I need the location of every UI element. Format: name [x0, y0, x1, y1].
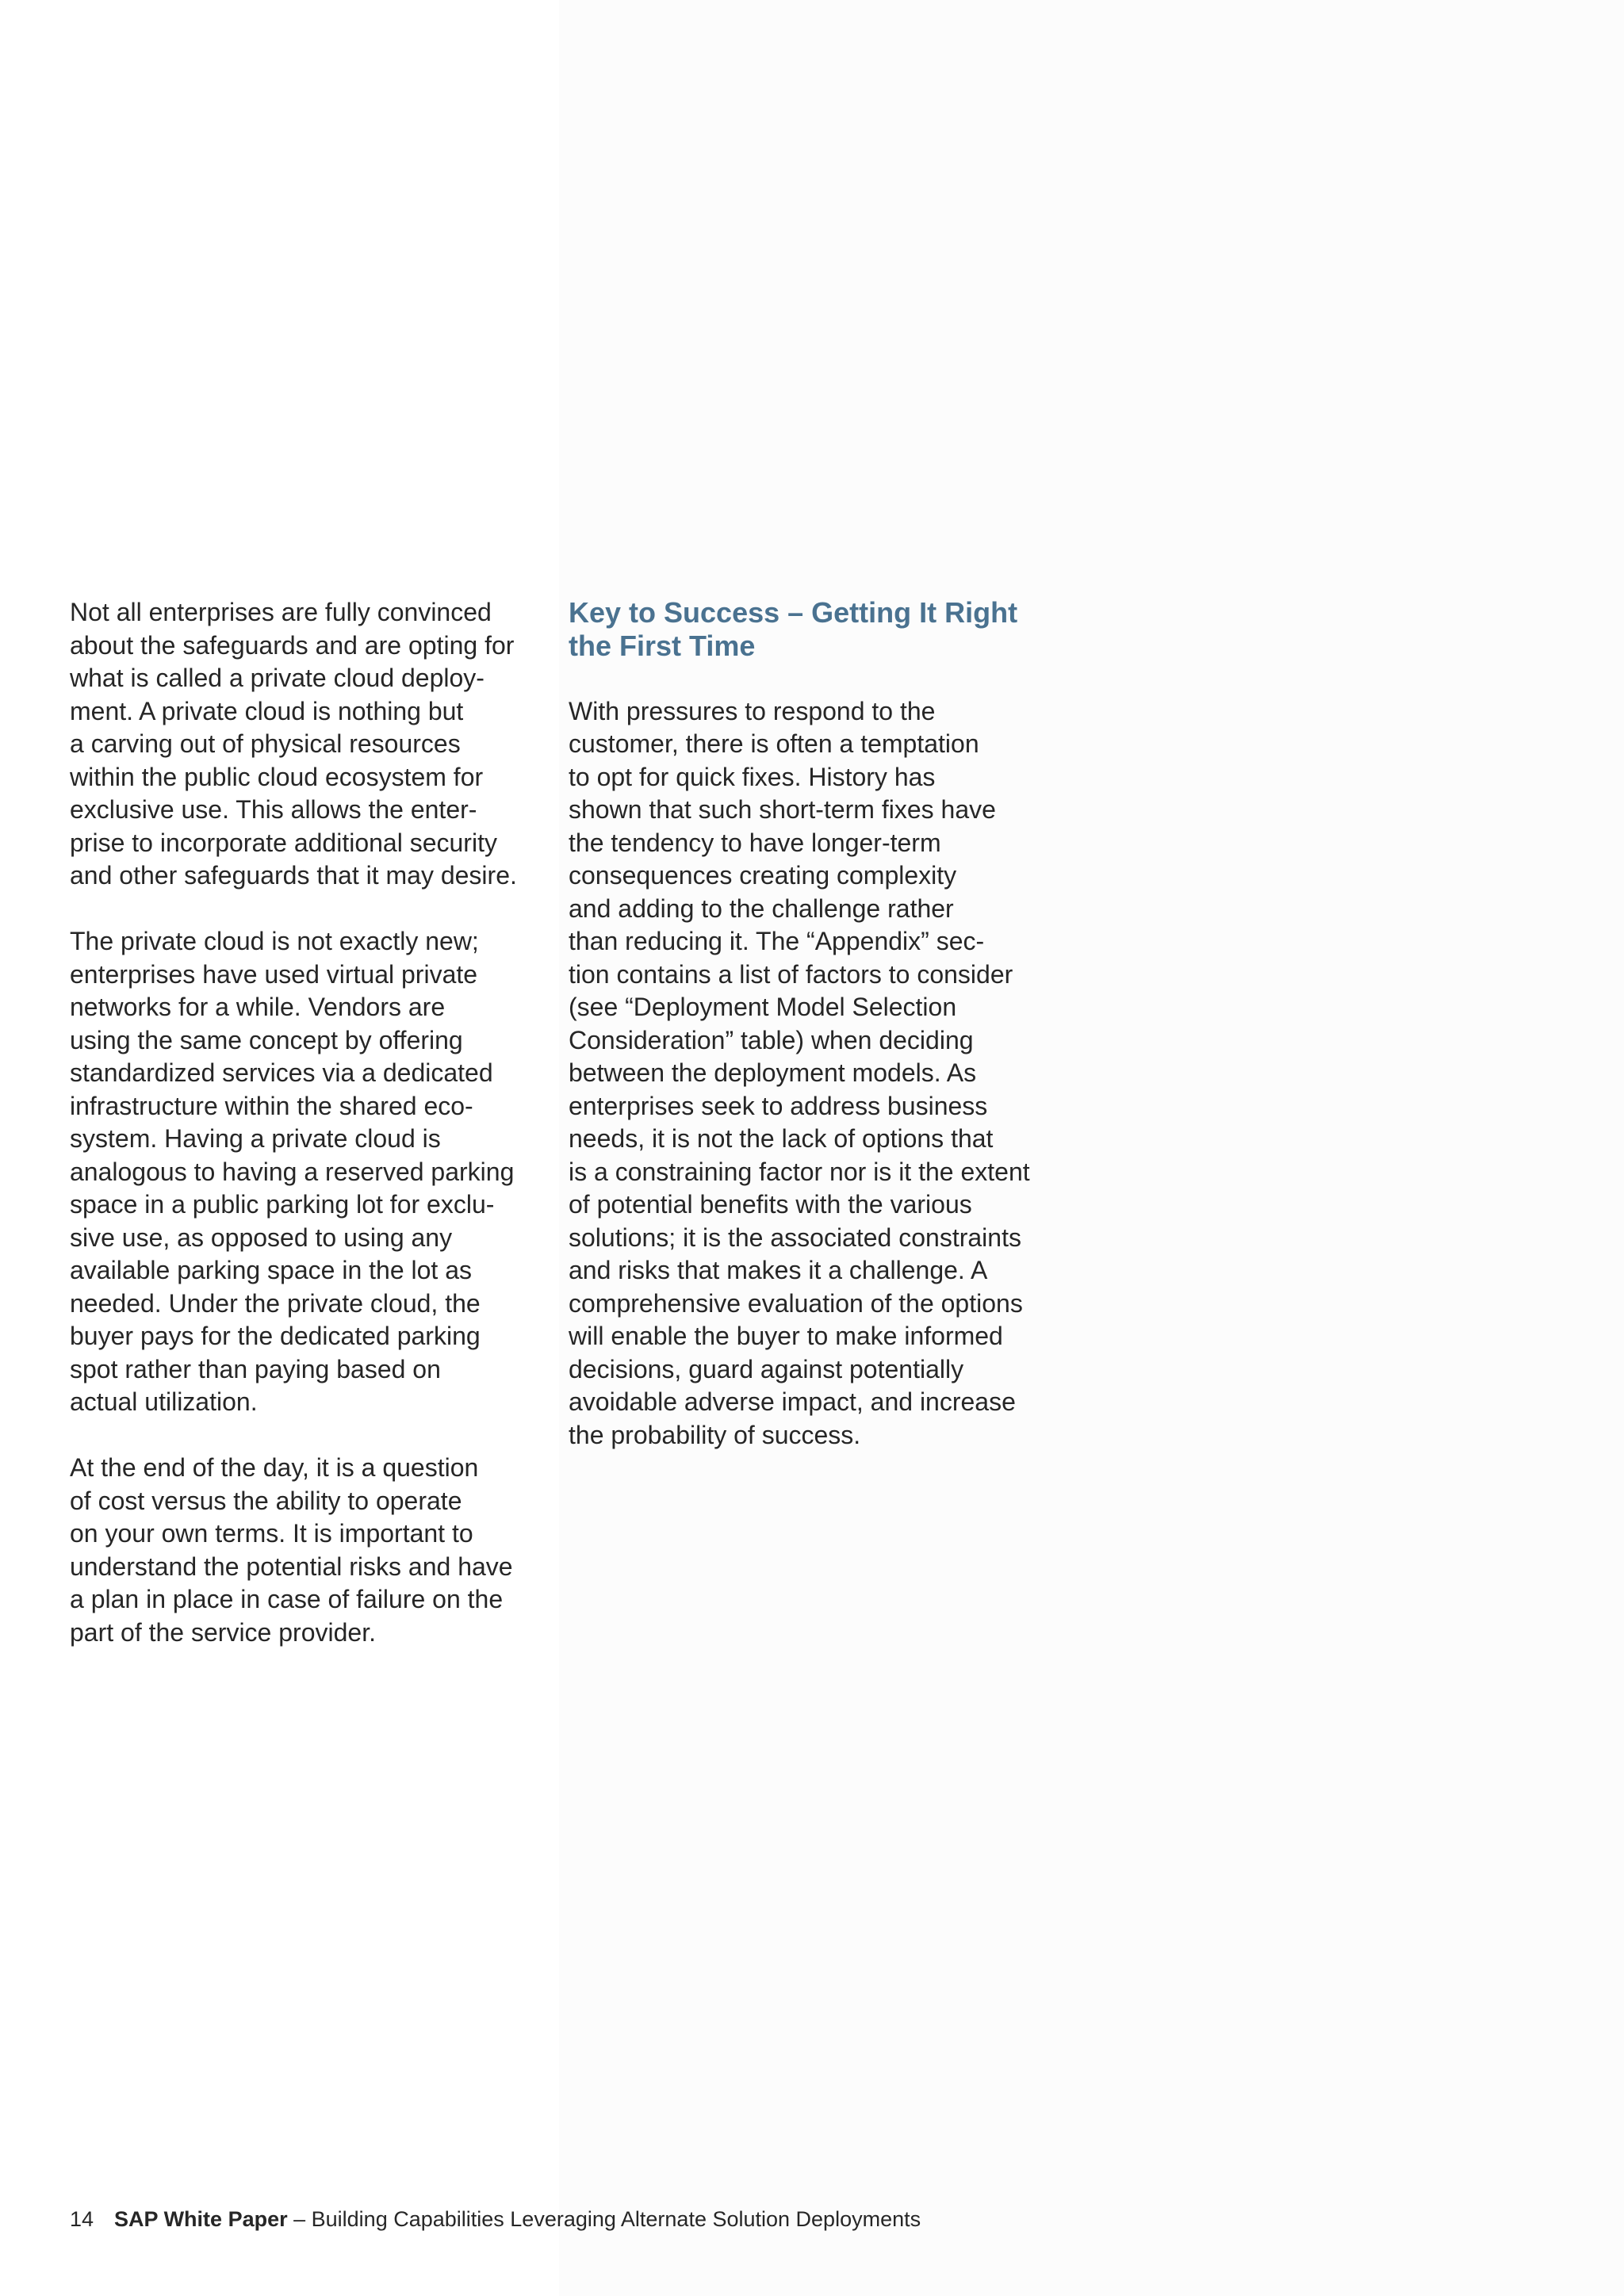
section-heading-key-to-success [569, 596, 1044, 662]
text-line: customer, there is often a temptation [569, 729, 979, 758]
text-line: With pressures to respond to the [569, 696, 936, 725]
text-line: the tendency to have longer-term [569, 828, 941, 857]
text-line: solutions; it is the associated constraints [569, 1223, 1021, 1252]
text-line: the probability of success. [569, 1420, 861, 1449]
text-line: tion contains a list of factors to consider [569, 959, 1013, 989]
text-line: enterprises seek to address business [569, 1091, 988, 1120]
text-line: avoidable adverse impact, and increase [569, 1387, 1016, 1416]
footer-separator: – [287, 2207, 312, 2231]
text-line: and adding to the challenge rather [569, 894, 954, 923]
text-line: comprehensive evaluation of the options [569, 1288, 1023, 1318]
text-line: about the safeguards and are opting for [70, 630, 515, 660]
text-line: system. Having a private cloud is [70, 1124, 441, 1153]
text-line: is a constraining factor nor is it the extent [569, 1157, 1030, 1186]
text-line: At the end of the day, it is a question [70, 1453, 479, 1482]
text-line: actual utilization. [70, 1387, 258, 1416]
page-footer [70, 2206, 921, 2233]
text-line: available parking space in the lot as [70, 1256, 472, 1284]
text-line: of potential benefits with the various [569, 1190, 972, 1219]
text-line: buyer pays for the dedicated parking [70, 1322, 481, 1350]
text-line: networks for a while. Vendors are [70, 993, 446, 1021]
text-line: The private cloud is not exactly new; [70, 927, 479, 955]
text-line: space in a public parking lot for exclu- [70, 1190, 495, 1219]
heading-line: the First Time [569, 629, 756, 662]
text-line: Not all enterprises are fully convinced [70, 598, 492, 626]
text-line: needs, it is not the lack of options that [569, 1124, 994, 1153]
text-line: than reducing it. The “Appendix” sec- [569, 927, 985, 955]
text-line: will enable the buyer to make informed [569, 1322, 1003, 1350]
heading-line: Key to Success – Getting It Right [569, 596, 1018, 629]
text-line: needed. Under the private cloud, the [70, 1288, 481, 1318]
text-line: what is called a private cloud deploy- [70, 664, 485, 692]
paragraph-cost-versus-control [70, 1452, 546, 1649]
text-line: analogous to having a reserved parking [70, 1157, 515, 1186]
footer-document-title: Building Capabilities Leveraging Alternate Solution Deployments [311, 2207, 921, 2231]
text-line: exclusive use. This allows the enter- [70, 795, 477, 824]
text-line: decisions, guard against potentially [569, 1354, 964, 1383]
text-line: (see “Deployment Model Selection [569, 993, 957, 1021]
text-line: Consideration” table) when deciding [569, 1025, 974, 1054]
left-column [70, 596, 546, 1682]
text-line: within the public cloud ecosystem for [70, 762, 484, 791]
text-line: prise to incorporate additional security [70, 828, 497, 857]
page-number: 14 [70, 2207, 94, 2231]
text-line: a plan in place in case of failure on the [70, 1585, 504, 1613]
text-line: spot rather than paying based on [70, 1354, 441, 1383]
text-line: of cost versus the ability to operate [70, 1486, 462, 1515]
paragraph-private-cloud-analogy [70, 925, 546, 1419]
text-line: and other safeguards that it may desire. [70, 861, 517, 890]
right-column [569, 596, 1044, 1485]
footer-brand: SAP White Paper [114, 2207, 288, 2231]
text-line: between the deployment models. As [569, 1058, 977, 1087]
text-line: to opt for quick fixes. History has [569, 762, 936, 791]
text-line: sive use, as opposed to using any [70, 1223, 453, 1252]
paragraph-private-cloud-intro [70, 596, 546, 893]
text-line: ment. A private cloud is nothing but [70, 696, 464, 725]
text-line: on your own terms. It is important to [70, 1519, 473, 1548]
text-line: enterprises have used virtual private [70, 959, 478, 989]
text-line: shown that such short-term fixes have [569, 795, 996, 824]
text-line: understand the potential risks and have [70, 1552, 513, 1581]
text-line: a carving out of physical resources [70, 729, 461, 758]
text-line: and risks that makes it a challenge. A [569, 1256, 988, 1284]
paragraph-quick-fixes [569, 695, 1044, 1452]
text-line: standardized services via a dedicated [70, 1058, 493, 1087]
text-line: consequences creating complexity [569, 861, 957, 890]
text-line: part of the service provider. [70, 1617, 376, 1647]
text-line: using the same concept by offering [70, 1025, 463, 1054]
text-line: infrastructure within the shared eco- [70, 1091, 473, 1120]
